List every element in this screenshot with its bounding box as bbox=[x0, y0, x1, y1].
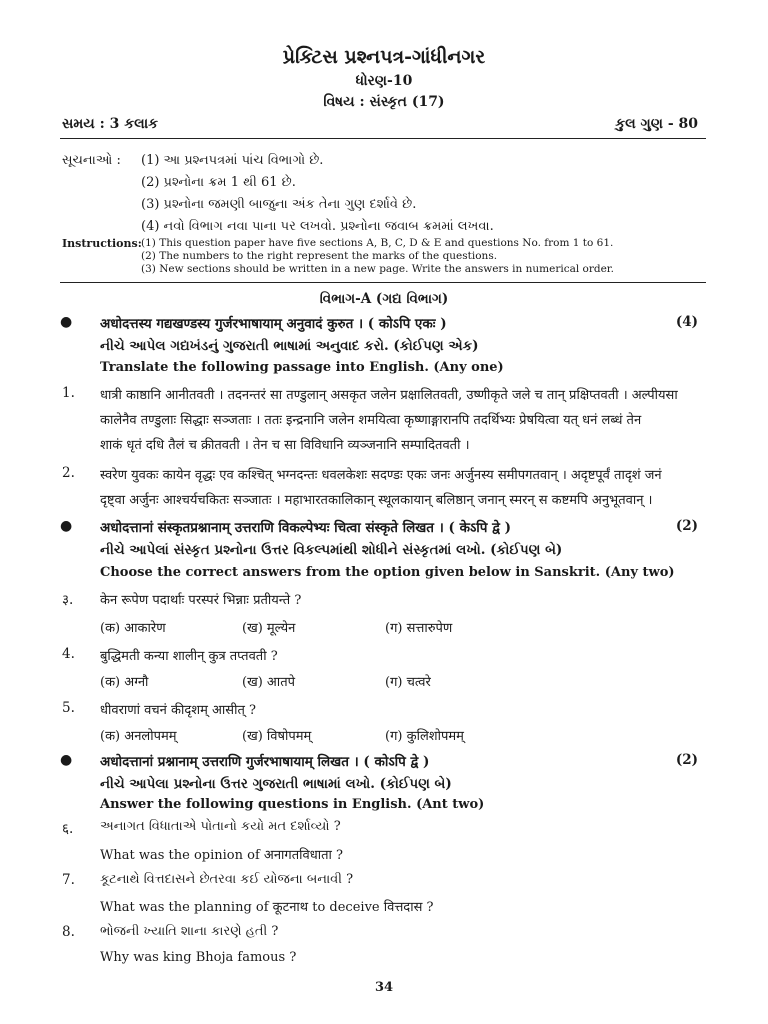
question-heading-sanskrit: अधोदत्तस्य गद्यखण्डस्य गुर्जरभाषायाम् अनुवादं कुरुत । ( कोऽपि एकः ) bbox=[100, 316, 447, 332]
instruction-item: (3) પ્રશ્નોના જમણી બાજુના અંક તેના ગુણ દર્શાવે છે. bbox=[141, 197, 417, 212]
passage-line: दृष्ट्वा अर्जुनः आश्चर्यचकितः सञ्जातः । महाभारतकालिकान् स्थूलकायान् बलिष्ठान् जनान् स्मरन् स कष्टमपि अनुभूतवान् । bbox=[100, 493, 653, 508]
instructions-divider bbox=[60, 282, 706, 283]
short-question-gujarati: ભોજની ખ્યાતિ શાના કારણે હતી ? bbox=[100, 924, 279, 939]
subject-label: વિષય : સંસ્કૃત (17) bbox=[323, 94, 445, 110]
passage-line: कालेनैव तण्डुलाः सिद्धाः सञ्जताः । ततः इन्द्रनानि जलेन शमयित्वा कृष्णाङ्गारानपि तदर्थिभ्यः प्रेषयित्वा यत् धनं लब्धं तेन bbox=[100, 413, 642, 428]
english-instruction-item: (3) New sections should be written in a new page. Write the answers in numerical order. bbox=[141, 263, 615, 275]
passage-line: स्वरेण युवकः कायेन वृद्धः एव कश्चित् भग्नदन्तः धवलकेशः सदण्डः एकः जनः अर्जुनस्य समीपगतवान् । अदृष्टपूर्वं तादृशं जनं bbox=[100, 468, 662, 483]
mcq-option: (क) अग्नौ bbox=[100, 675, 149, 690]
time-label: સમય : 3 કલાક bbox=[62, 116, 159, 132]
bullet-icon: ● bbox=[60, 752, 73, 768]
short-question-gujarati: કૂટનાથે વિત્તદાસને છેતરવા કઈ યોજના બનાવી ? bbox=[100, 872, 354, 887]
question-heading-sanskrit: अधोदत्तानां संस्कृतप्रश्नानाम् उत्तराणि विकल्पेभ्यः चित्वा संस्कृते लिखत । ( केऽपि द्वे ) bbox=[100, 520, 511, 536]
mcq-option: (ग) सत्तारुपेण bbox=[385, 621, 453, 636]
mcq-question: बुद्धिमती कन्या शालीन् कुत्र तप्तवती ? bbox=[100, 649, 278, 664]
english-instruction-item: (2) The numbers to the right represent the marks of the questions. bbox=[141, 250, 498, 262]
standard-label: ધોરણ-10 bbox=[355, 73, 413, 89]
question-heading-sanskrit: अधोदत्तानां प्रश्नानाम् उत्तराणि गुर्जरभाषायाम् लिखत । ( कोऽपि द्वे ) bbox=[100, 754, 430, 770]
section-title: વિભાગ-A (ગદ્ય વિભાગ) bbox=[319, 291, 449, 307]
mcq-option: (ख) मूल्येन bbox=[242, 621, 296, 636]
instruction-item: (2) પ્રશ્નોના ક્રમ 1 થી 61 છે. bbox=[141, 175, 296, 190]
question-number: 8. bbox=[62, 924, 75, 940]
question-number: ६. bbox=[62, 821, 74, 837]
mcq-option: (ग) कुलिशोपमम् bbox=[385, 729, 464, 744]
question-number: 2. bbox=[62, 465, 75, 481]
mcq-option: (ख) आतपे bbox=[242, 675, 295, 690]
question-heading-english: Answer the following questions in English. (Ant two) bbox=[100, 797, 485, 812]
short-question-english: Why was king Bhoja famous ? bbox=[100, 950, 297, 965]
question-number: 7. bbox=[62, 872, 75, 888]
question-heading-english: Translate the following passage into English. (Any one) bbox=[100, 360, 504, 375]
header-divider bbox=[60, 138, 706, 139]
english-instructions-label: Instructions: bbox=[62, 237, 142, 250]
instruction-item: (1) આ પ્રશ્નપત્રમાં પાંચ વિભાગો છે. bbox=[141, 153, 324, 168]
total-marks-label: કુલ ગુણ - 80 bbox=[615, 116, 698, 132]
passage-line: धात्री काष्ठानि आनीतवती । तदनन्तरं सा तण्डुलान् असकृत जलेन प्रक्षालितवती, उष्णीकृते जले च तान् प्रक्षिप्तवती । अल्पीयसा bbox=[100, 388, 678, 403]
instructions-label: સૂચનાઓ : bbox=[62, 153, 121, 168]
short-question-gujarati: અનાગત વિધાતાએ પોતાનો કયો મત દર્શાવ્યો ? bbox=[100, 819, 341, 834]
short-question-english: What was the opinion of अनागतविधाता ? bbox=[100, 848, 343, 863]
question-heading-gujarati: નીચે આપેલ ગદ્યખંડનું ગુજરાતી ભાષામાં અનુવાદ કરો. (કોઈપણ એક) bbox=[100, 338, 479, 354]
mcq-option: (ग) चत्वरे bbox=[385, 675, 431, 690]
question-heading-english: Choose the correct answers from the option given below in Sanskrit. (Any two) bbox=[100, 565, 675, 580]
question-marks: (2) bbox=[675, 518, 698, 534]
question-marks: (4) bbox=[675, 314, 698, 330]
question-heading-gujarati: નીચે આપેલા પ્રશ્નોના ઉત્તર ગુજરાતી ભાષામાં લખો. (કોઈપણ બે) bbox=[100, 776, 452, 792]
question-number: ३. bbox=[62, 592, 74, 608]
instruction-item: (4) નવો વિભાગ નવા પાના પર લખવો. પ્રશ્નોના જવાબ ક્રમમાં લખવા. bbox=[141, 219, 494, 234]
question-number: 5. bbox=[62, 700, 75, 716]
mcq-question: धीवराणां वचनं कीदृशम् आसीत् ? bbox=[100, 703, 256, 718]
bullet-icon: ● bbox=[60, 518, 73, 534]
bullet-icon: ● bbox=[60, 314, 73, 330]
mcq-option: (क) अनलोपमम् bbox=[100, 729, 177, 744]
question-number: 1. bbox=[62, 385, 75, 401]
mcq-option: (ख) विषोपमम् bbox=[242, 729, 312, 744]
passage-line: शाकं धृतं दधि तैलं च क्रीतवती । तेन च सा विविधानि व्यञ्जनानि सम्पादितवती । bbox=[100, 438, 470, 453]
paper-title: પ્રેક્ટિસ પ્રશ્નપત્ર-ગાંધીનગર bbox=[282, 46, 486, 68]
page-number: 34 bbox=[374, 980, 394, 995]
mcq-question: केन रूपेण पदार्थाः परस्परं भिन्नाः प्रतीयन्ते ? bbox=[100, 593, 302, 608]
question-heading-gujarati: નીચે આપેલાં સંસ્કૃત પ્રશ્નોના ઉત્તર વિકલ્પમાંથી શોધીને સંસ્કૃતમાં લખો. (કોઈપણ બે) bbox=[100, 542, 563, 558]
short-question-english: What was the planning of कूटनाथ to deceive वित्तदास ? bbox=[100, 900, 434, 915]
mcq-option: (क) आकारेण bbox=[100, 621, 166, 636]
question-number: 4. bbox=[62, 646, 75, 662]
question-marks: (2) bbox=[675, 752, 698, 768]
english-instruction-item: (1) This question paper have five sections A, B, C, D & E and questions No. from 1 to 61. bbox=[141, 237, 614, 249]
